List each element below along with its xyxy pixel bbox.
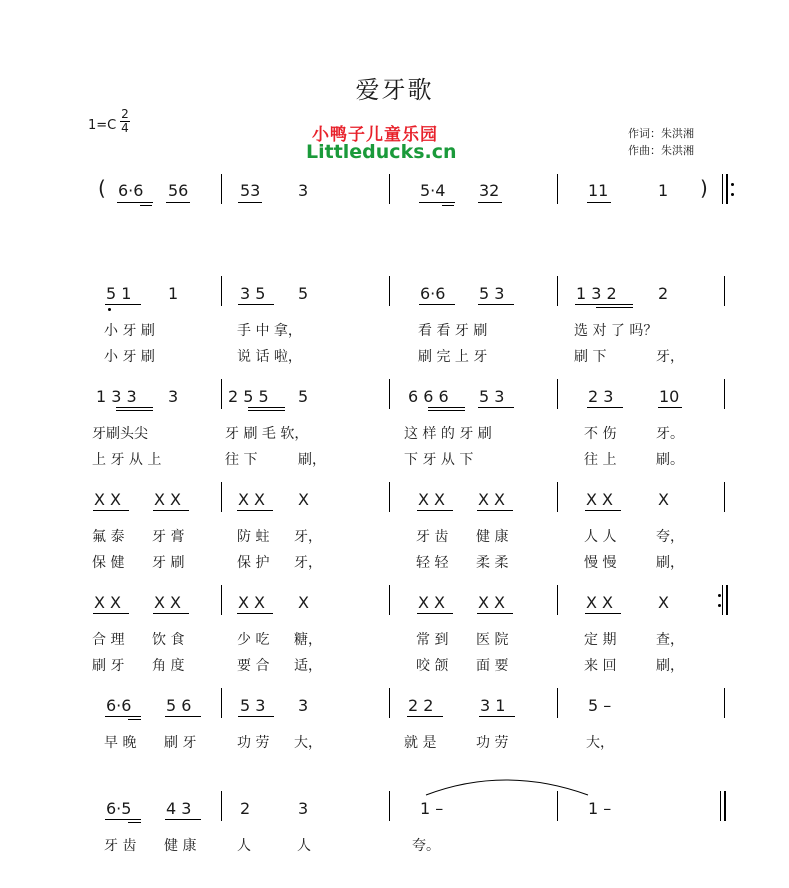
note-group: 53 — [240, 181, 261, 200]
lyric: 功 劳 — [476, 735, 509, 751]
lyric: 刷， — [656, 658, 684, 674]
lyric: 氟 泰 — [92, 529, 125, 545]
beam-underline — [237, 510, 273, 511]
lyric: 功 劳 — [237, 735, 270, 751]
lyric: 刷。 — [656, 452, 684, 468]
beam-underline — [238, 304, 274, 305]
beam-underline — [442, 205, 454, 206]
barline — [557, 585, 558, 615]
beam-underline — [478, 304, 514, 305]
note: 3 — [298, 696, 309, 715]
beam-underline — [428, 407, 465, 408]
rhythm-group: X X — [154, 593, 182, 612]
lyric: 慢 慢 — [584, 555, 617, 571]
barline — [724, 791, 726, 821]
note-group: 6·6 — [420, 284, 446, 303]
barline — [724, 379, 725, 409]
note-group: 11 — [588, 181, 609, 200]
lyric: 刷， — [656, 555, 684, 571]
note-group: 1 3 3 — [96, 387, 137, 406]
beam-underline — [419, 202, 455, 203]
lyric: 牙。 — [656, 426, 684, 442]
barline — [389, 585, 390, 615]
barline — [724, 276, 725, 306]
lyric: 这 样 的 牙 刷 — [404, 426, 492, 442]
barline — [389, 791, 390, 821]
lyric: 牙 齿 — [104, 838, 137, 854]
rhythm-group: X X — [94, 593, 122, 612]
beam-underline — [407, 716, 443, 717]
beam-underline — [596, 307, 633, 308]
beam-underline — [477, 613, 513, 614]
open-paren: ( — [98, 176, 106, 200]
lyric: 下 牙 从 下 — [404, 452, 474, 468]
lyric: 牙刷头尖 — [92, 426, 148, 442]
logo-chinese: 小鸭子儿童乐园 — [312, 125, 438, 145]
beam-underline — [238, 716, 274, 717]
rhythm-group: X X — [94, 490, 122, 509]
lyric: 角 度 — [152, 658, 185, 674]
barline — [557, 688, 558, 718]
lyric: 少 吃 — [237, 632, 270, 648]
note-group: 56 — [168, 181, 189, 200]
note: 1 — [658, 181, 669, 200]
lyric: 牙， — [294, 529, 322, 545]
lyric: 柔 柔 — [476, 555, 509, 571]
lyric: 上 牙 从 上 — [92, 452, 162, 468]
lyric: 就 是 — [404, 735, 437, 751]
beam-underline — [428, 410, 465, 411]
note: 3 — [168, 387, 179, 406]
barline — [221, 174, 222, 204]
beam-underline — [575, 304, 633, 305]
lyric: 饮 食 — [152, 632, 185, 648]
beam-underline — [117, 202, 153, 203]
note-group: 3 1 — [480, 696, 506, 715]
beam-underline — [419, 304, 455, 305]
note-group: 2 2 — [408, 696, 434, 715]
barline — [221, 276, 222, 306]
barline — [557, 379, 558, 409]
lyric: 适， — [294, 658, 322, 674]
beam-underline — [105, 716, 141, 717]
lyric: 轻 轻 — [416, 555, 449, 571]
song-title: 爱牙歌 — [355, 76, 434, 104]
lyric: 常 到 — [416, 632, 449, 648]
rhythm-note: X — [658, 490, 669, 509]
beam-underline — [93, 613, 129, 614]
barline — [724, 482, 725, 512]
time-sig-bottom: 4 — [121, 121, 129, 135]
barline — [722, 585, 723, 615]
beam-underline — [116, 410, 153, 411]
rhythm-group: X X — [478, 490, 506, 509]
lyricist-credit: 作词：朱洪湘 — [628, 127, 694, 140]
note: 1 — [168, 284, 179, 303]
note-group: 6·6 — [106, 696, 132, 715]
note-group: 6·5 — [106, 799, 132, 818]
lyric: 咬 颌 — [416, 658, 449, 674]
barline — [557, 174, 558, 204]
note: 5 — [298, 387, 309, 406]
lyric: 来 回 — [584, 658, 617, 674]
beam-underline — [128, 719, 141, 720]
rhythm-group: X X — [418, 490, 446, 509]
beam-underline — [658, 407, 682, 408]
lyric: 牙 刷 毛 软， — [225, 426, 309, 442]
beam-underline — [417, 613, 453, 614]
barline — [389, 379, 390, 409]
note-group: 3 5 — [240, 284, 266, 303]
beam-underline — [140, 205, 152, 206]
lyric: 合 理 — [92, 632, 125, 648]
beam-underline — [478, 407, 514, 408]
lyric: 保 护 — [237, 555, 270, 571]
barline — [722, 174, 723, 204]
beam-underline — [165, 716, 201, 717]
barline — [724, 688, 725, 718]
lyric: 不 伤 — [584, 426, 617, 442]
note: 2 — [240, 799, 251, 818]
lyric: 查， — [656, 632, 684, 648]
note-group: 6·6 — [118, 181, 144, 200]
beam-underline — [165, 819, 201, 820]
lyric: 刷 完 上 牙 — [418, 349, 488, 365]
beam-underline — [248, 407, 285, 408]
note-group: 6 6 6 — [408, 387, 449, 406]
rhythm-note: X — [298, 490, 309, 509]
lyric: 往 上 — [584, 452, 617, 468]
lyric: 选 对 了 吗？ — [574, 323, 658, 339]
beam-underline — [248, 410, 285, 411]
lyric: 保 健 — [92, 555, 125, 571]
lyric: 小 牙 刷 — [104, 349, 155, 365]
note: 3 — [298, 181, 309, 200]
beam-underline — [417, 510, 453, 511]
beam-underline — [479, 716, 515, 717]
beam-underline — [128, 822, 141, 823]
note: 5 — [298, 284, 309, 303]
lyric: 健 康 — [164, 838, 197, 854]
notation-dot — [731, 193, 734, 196]
beam-underline — [105, 304, 141, 305]
lyric: 大， — [294, 735, 322, 751]
lyric: 人 — [237, 838, 251, 854]
note-group: 2 3 — [588, 387, 614, 406]
barline — [389, 174, 390, 204]
close-paren: ) — [700, 176, 708, 200]
barline — [221, 482, 222, 512]
lyric: 刷 牙 — [164, 735, 197, 751]
note-group: 1 – — [588, 799, 612, 818]
lyric: 牙 膏 — [152, 529, 185, 545]
beam-underline — [477, 510, 513, 511]
note-group: 1 3 2 — [576, 284, 617, 303]
lyric: 面 要 — [476, 658, 509, 674]
rhythm-note: X — [658, 593, 669, 612]
barline — [221, 379, 222, 409]
beam-underline — [166, 202, 190, 203]
note: 2 — [658, 284, 669, 303]
note-group: 5 3 — [479, 387, 505, 406]
lyric: 糖， — [294, 632, 322, 648]
barline — [389, 688, 390, 718]
rhythm-group: X X — [586, 490, 614, 509]
lyric: 牙， — [656, 349, 684, 365]
note-group: 2 5 5 — [228, 387, 269, 406]
beam-underline — [587, 202, 611, 203]
barline — [557, 791, 558, 821]
note-group: 10 — [659, 387, 680, 406]
barline — [221, 585, 222, 615]
rhythm-group: X X — [238, 593, 266, 612]
notation-dot — [718, 594, 721, 597]
note-group: 32 — [479, 181, 500, 200]
lyric: 防 蛀 — [237, 529, 270, 545]
notation-dot — [108, 308, 111, 311]
beam-underline — [153, 613, 189, 614]
note-group: 5 3 — [240, 696, 266, 715]
lyric: 人 — [297, 838, 311, 854]
rhythm-group: X X — [154, 490, 182, 509]
note-group: 5 – — [588, 696, 612, 715]
barline — [221, 791, 222, 821]
beam-underline — [238, 202, 262, 203]
lyric: 牙 刷 — [152, 555, 185, 571]
barline — [726, 174, 728, 204]
barline — [389, 276, 390, 306]
rhythm-group: X X — [586, 593, 614, 612]
composer-credit: 作曲：朱洪湘 — [628, 144, 694, 157]
logo-english: Littleducks.cn — [306, 141, 457, 163]
beam-underline — [105, 819, 141, 820]
notation-dot — [731, 183, 734, 186]
beam-underline — [93, 510, 129, 511]
notation-dot — [718, 604, 721, 607]
rhythm-group: X X — [238, 490, 266, 509]
note-group: 5 3 — [479, 284, 505, 303]
beam-underline — [237, 613, 273, 614]
lyric: 定 期 — [584, 632, 617, 648]
beam-underline — [585, 510, 621, 511]
beam-underline — [116, 407, 153, 408]
note-group: 5 6 — [166, 696, 192, 715]
beam-underline — [153, 510, 189, 511]
barline — [221, 688, 222, 718]
note-group: 5 1 — [106, 284, 132, 303]
key-signature: 1=C — [88, 118, 117, 133]
lyric: 牙 齿 — [416, 529, 449, 545]
barline — [720, 791, 721, 821]
lyric: 刷， — [298, 452, 326, 468]
lyric: 看 看 牙 刷 — [418, 323, 488, 339]
rhythm-group: X X — [478, 593, 506, 612]
note-group: 1 – — [420, 799, 444, 818]
lyric: 医 院 — [476, 632, 509, 648]
lyric: 要 合 — [237, 658, 270, 674]
rhythm-group: X X — [418, 593, 446, 612]
lyric: 早 晚 — [104, 735, 137, 751]
time-sig-top: 2 — [121, 107, 129, 121]
rhythm-note: X — [298, 593, 309, 612]
beam-underline — [478, 202, 502, 203]
time-signature — [120, 108, 130, 135]
lyric: 往 下 — [225, 452, 258, 468]
lyric: 刷 牙 — [92, 658, 125, 674]
barline — [726, 585, 728, 615]
barline — [557, 482, 558, 512]
lyric: 健 康 — [476, 529, 509, 545]
lyric: 人 人 — [584, 529, 617, 545]
lyric: 小 牙 刷 — [104, 323, 155, 339]
lyric: 夸。 — [412, 838, 440, 854]
barline — [389, 482, 390, 512]
lyric: 夸， — [656, 529, 684, 545]
note-group: 5·4 — [420, 181, 446, 200]
note-group: 4 3 — [166, 799, 192, 818]
lyric: 手 中 拿， — [237, 323, 302, 339]
beam-underline — [587, 407, 623, 408]
lyric: 说 话 啦， — [237, 349, 302, 365]
lyric: 刷 下 — [574, 349, 607, 365]
lyric: 大， — [586, 735, 614, 751]
beam-underline — [585, 613, 621, 614]
barline — [557, 276, 558, 306]
lyric: 牙， — [294, 555, 322, 571]
note: 3 — [298, 799, 309, 818]
